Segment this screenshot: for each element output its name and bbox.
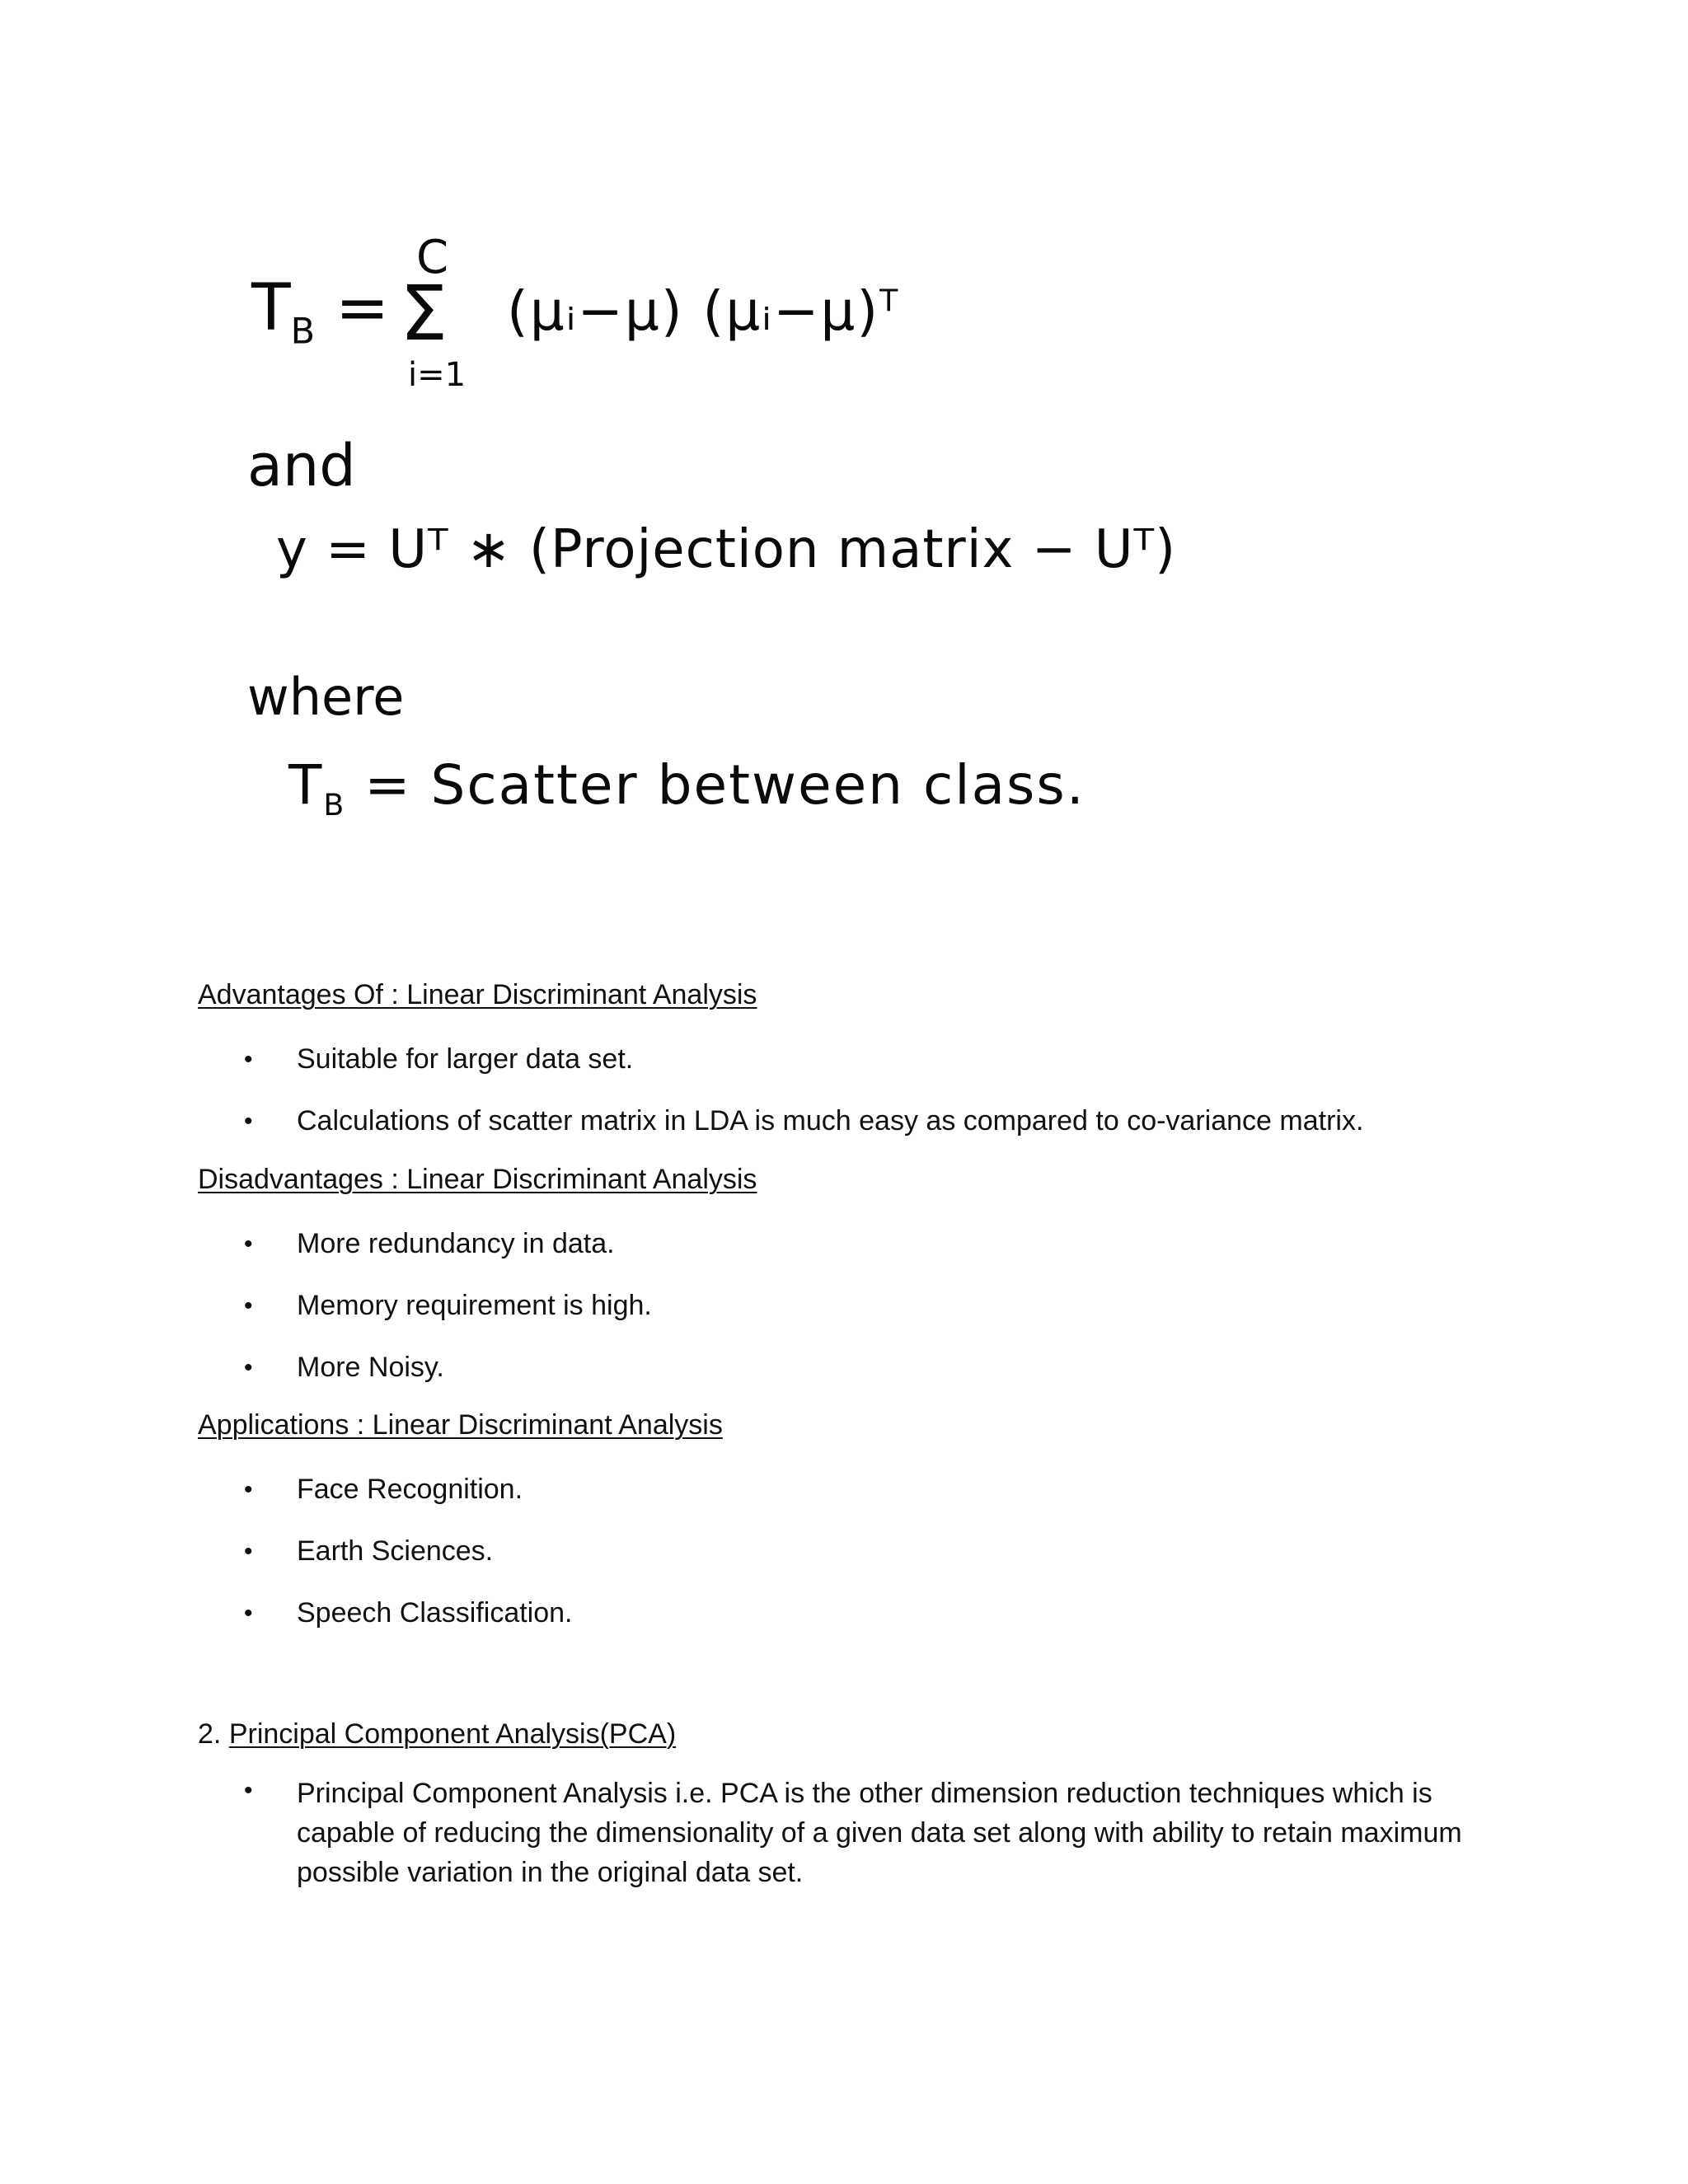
- equation-scatter-between-class: [251, 227, 993, 394]
- summation-upper-limit: C: [416, 231, 449, 284]
- disadvantages-heading: Disadvantages : Linear Discriminant Analysis: [198, 1164, 757, 1195]
- list-item: • Earth Sciences.: [0, 1521, 573, 1582]
- list-item: • More redundancy in data.: [0, 1213, 652, 1275]
- equation-lhs: $T_B$ =: [251, 271, 390, 353]
- handwritten-where: where: [247, 667, 405, 727]
- list-item: • Face Recognition.: [0, 1459, 573, 1521]
- bullet: •: [244, 1230, 253, 1258]
- list-item: • Calculations of scatter matrix in LDA is much easy as compared to co-variance matrix.: [0, 1090, 1363, 1152]
- advantages-list: [0, 1029, 1363, 1152]
- applications-list: [0, 1459, 573, 1644]
- list-item: • Memory requirement is high.: [0, 1275, 652, 1337]
- section-number: 2.: [198, 1718, 222, 1750]
- bullet: •: [244, 1108, 253, 1135]
- equation-projection: y = Uᵀ ∗ (Projection matrix − Uᵀ): [276, 519, 1177, 580]
- bullet: •: [244, 1046, 253, 1073]
- pca-heading: [198, 1718, 676, 1750]
- bullet: •: [244, 1538, 253, 1565]
- list-item: • Suitable for larger data set.: [0, 1029, 1363, 1090]
- bullet: •: [244, 1600, 253, 1627]
- section-title: Principal Component Analysis(PCA): [228, 1718, 677, 1750]
- summation: [392, 231, 490, 394]
- disadvantages-list: [0, 1213, 652, 1399]
- list-item: • Speech Classification.: [0, 1582, 573, 1644]
- pca-description: Principal Component Analysis i.e. PCA is the other dimension reduction techniques which is capable of reducing the dimensionality of a given data set along with ability to retain maximum possible variation in the original data set.: [297, 1778, 1462, 1888]
- list-item: • More Noisy.: [0, 1337, 652, 1399]
- advantages-heading: Advantages Of : Linear Discriminant Analysis: [198, 979, 757, 1010]
- bullet: •: [244, 1354, 253, 1381]
- bullet: •: [244, 1777, 253, 1804]
- equation-definition: $T_B$ = Scatter between class.: [288, 753, 1085, 823]
- handwritten-and: and: [247, 432, 356, 499]
- applications-heading: Applications : Linear Discriminant Analysis: [198, 1409, 723, 1441]
- summation-lower-limit: i=1: [408, 356, 467, 394]
- summation-symbol: Σ: [400, 269, 448, 358]
- bullet: •: [244, 1292, 253, 1319]
- bullet: •: [244, 1476, 253, 1503]
- equation-rhs: (μᵢ−μ) (μᵢ−μ)$^T$: [507, 279, 900, 343]
